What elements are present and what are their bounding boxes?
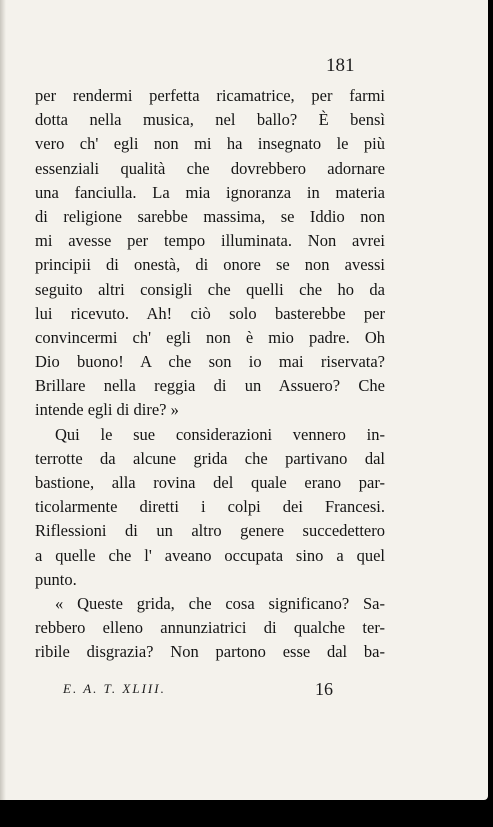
text-line: Brillare nella reggia di un Assuero? Che	[35, 376, 385, 396]
body-text	[35, 84, 385, 665]
text-line: terrotte da alcune grida che partivano dal	[35, 448, 385, 468]
printer-signature: E. A. T. XLIII.	[63, 681, 166, 696]
text-line: ribile disgrazia? Non partono esse dal ba-	[35, 642, 385, 662]
text-line: essenziali qualità che dovrebbero adornare	[35, 158, 385, 178]
text-line: bastione, alla rovina del quale erano par-	[35, 473, 385, 492]
text-line: principii di onestà, di onore se non avessi	[35, 255, 385, 275]
sheet-number: 16	[315, 679, 333, 699]
text-line: una fanciulla. La mia ignoranza in materia	[35, 182, 385, 202]
text-line: vero ch' egli non mi ha insegnato le più	[35, 134, 385, 154]
text-line: dotta nella musica, nel ballo? È bensì	[35, 110, 385, 130]
text-line: Dio buono! A che son io mai riservata?	[35, 352, 385, 372]
text-line: a quelle che l' aveano occupata sino a quel	[35, 545, 385, 565]
text-line: intende egli di dire? »	[35, 400, 179, 420]
gutter-shadow	[0, 0, 6, 800]
text-line: Riflessioni di un altro genere succedettero	[35, 521, 385, 541]
text-line: convincermi ch' egli non è mio padre. Oh	[35, 327, 385, 347]
text-line: di religione sarebbe massima, se Iddio non	[35, 206, 385, 226]
text-line: Qui le sue considerazioni vennero in-	[55, 424, 385, 444]
text-line: seguito altri consigli che quelli che ho da	[35, 279, 385, 299]
page-footer	[35, 679, 385, 701]
text-line: per rendermi perfetta ricamatrice, per farmi	[35, 86, 385, 105]
text-line: lui ricevuto. Ah! ciò solo basterebbe per	[35, 303, 385, 323]
page-number: 181	[326, 55, 355, 76]
text-line: « Queste grida, che cosa significano? Sa-	[55, 593, 385, 613]
text-line: mi avesse per tempo illuminata. Non avrei	[35, 231, 385, 251]
text-line: ticolarmente diretti i colpi dei Francesi.	[35, 497, 385, 517]
text-line: punto.	[35, 569, 77, 589]
text-line: rebbero elleno annunziatrici di qualche ter-	[35, 618, 385, 638]
